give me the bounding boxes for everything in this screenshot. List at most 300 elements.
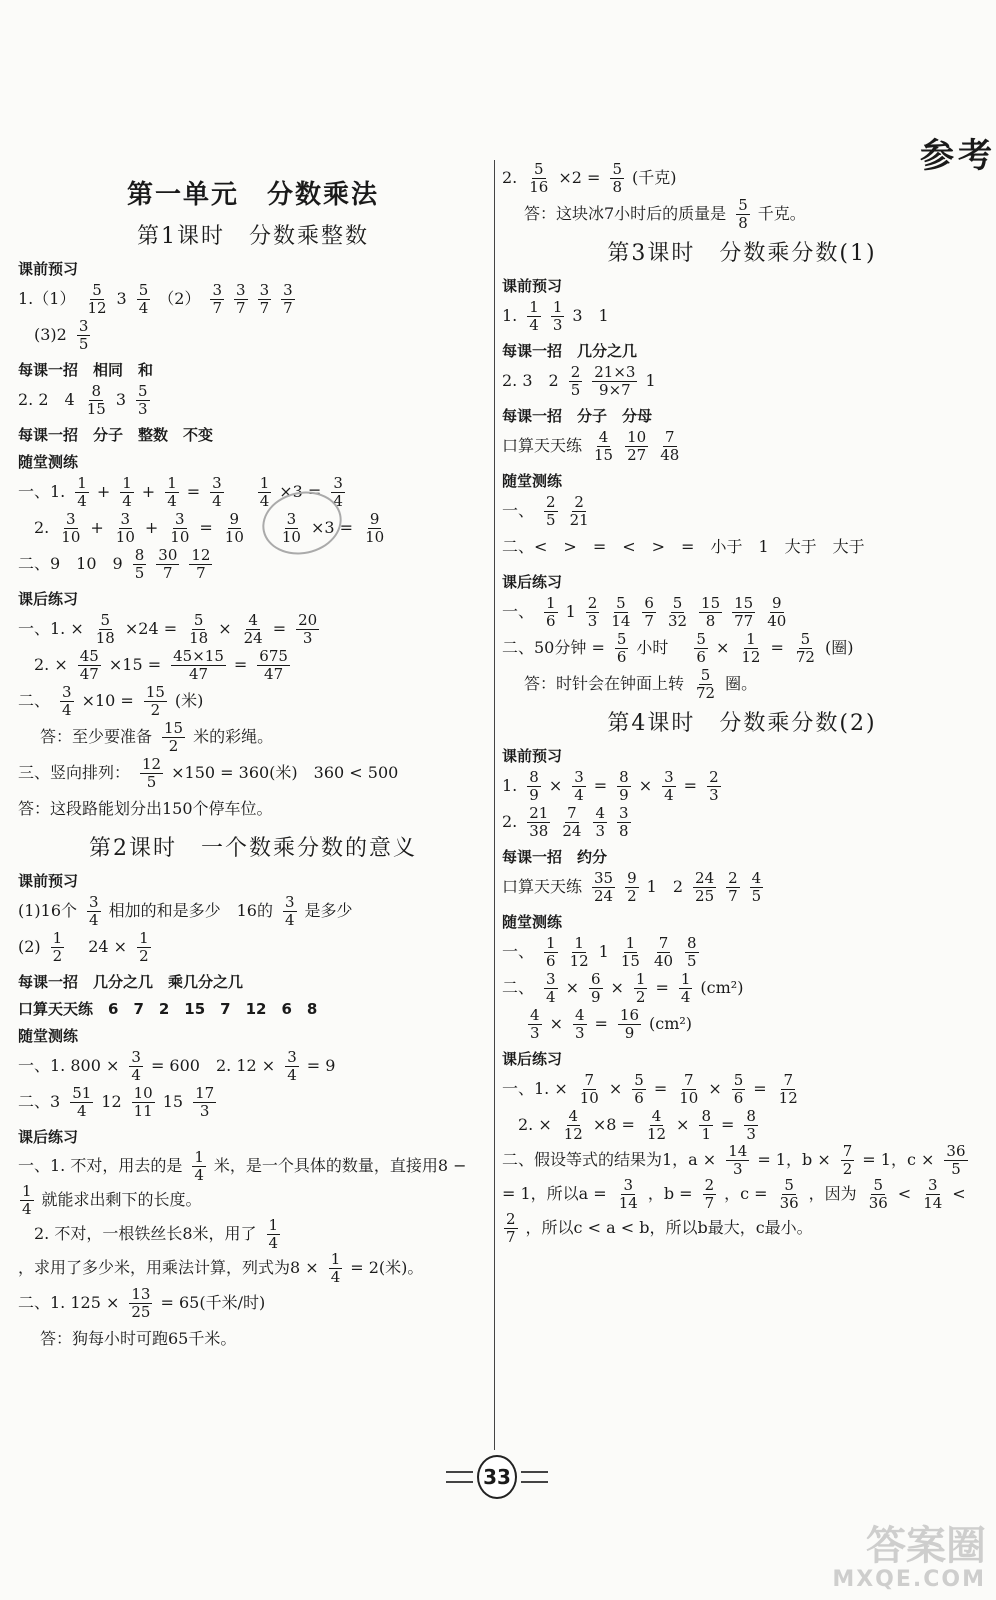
- fraction-denominator: 47: [264, 664, 284, 683]
- fraction: [944, 1143, 967, 1177]
- fraction-denominator: 6: [696, 647, 706, 666]
- answer-line: [18, 510, 488, 546]
- fraction: [777, 1072, 800, 1106]
- fraction-numerator: 8: [134, 546, 145, 564]
- answer-text: ×: [565, 978, 579, 997]
- fraction-numerator: 5: [534, 160, 544, 178]
- fraction-denominator: 4: [122, 491, 132, 510]
- fraction-numerator: 17: [195, 1084, 215, 1102]
- answer-line: [18, 719, 488, 755]
- fraction: [162, 720, 185, 754]
- watermark-main: 答案圈: [866, 1522, 986, 1569]
- fraction-numerator: 4: [574, 1006, 585, 1024]
- section-heading: 课前预习: [18, 260, 79, 278]
- fraction-numerator: 2: [709, 768, 719, 786]
- fraction-denominator: 4: [89, 910, 99, 929]
- fraction-denominator: 10: [224, 527, 244, 546]
- fraction-denominator: 7: [704, 1193, 715, 1212]
- answer-text: [502, 1006, 518, 1042]
- answer-line: [18, 755, 488, 791]
- lesson-title: 第4课时 分数乘分数(2): [607, 711, 877, 736]
- section-heading: 口算天天练 6 7 2 15 7 12 6 8: [18, 1000, 318, 1018]
- fraction-numerator: 8: [91, 382, 102, 400]
- fraction-denominator: 6: [546, 611, 556, 630]
- fraction: [794, 631, 817, 665]
- fraction-denominator: 7: [163, 563, 173, 582]
- fraction-denominator: 2: [627, 886, 637, 905]
- answer-text: = 2(米)。: [350, 1258, 424, 1277]
- fraction: [707, 769, 721, 803]
- answer-text: ，所以c < a < b，所以b最大，c最小。: [525, 1218, 813, 1237]
- fraction-denominator: 38: [529, 821, 549, 840]
- section-heading: 每课一招 分子 分母: [502, 407, 653, 425]
- fraction-denominator: 7: [236, 298, 246, 317]
- answer-line: [502, 666, 982, 702]
- answer-line: [18, 611, 488, 647]
- section-heading: 课前预习: [18, 872, 79, 890]
- fraction-denominator: 2: [52, 946, 63, 965]
- fraction-denominator: 3: [574, 1023, 585, 1042]
- answer-text: ×: [708, 1079, 722, 1098]
- answer-text: =: [683, 776, 698, 795]
- fraction: [171, 648, 226, 682]
- fraction-denominator: 18: [189, 628, 209, 647]
- answer-text: (2): [18, 937, 41, 956]
- answer-text: （2）: [158, 289, 201, 308]
- answer-line: [502, 804, 982, 840]
- answer-text: 小时: [636, 638, 685, 657]
- fraction: [750, 870, 764, 904]
- fraction-denominator: 14: [611, 611, 631, 630]
- fraction: [363, 511, 386, 545]
- answer-text: 答：这段路能划分出150个停车位。: [18, 799, 273, 818]
- fraction-numerator: 5: [616, 594, 626, 612]
- fraction-numerator: 8: [529, 768, 539, 786]
- answer-text: 2. ×: [502, 1115, 552, 1134]
- fraction-denominator: 15: [86, 399, 106, 418]
- answer-text: 二、假设等式的结果为1，a ×: [502, 1150, 717, 1169]
- fraction-numerator: 1: [529, 298, 539, 316]
- answer-text: =: [233, 655, 248, 674]
- answer-text: +: [96, 482, 111, 501]
- answer-line: [502, 493, 982, 529]
- answer-line: [502, 768, 982, 804]
- fraction-numerator: 1: [746, 630, 756, 648]
- fraction-numerator: 9: [229, 510, 240, 528]
- section-heading: 每课一招 分子 整数 不变: [18, 426, 214, 444]
- fraction-numerator: 35: [594, 869, 614, 887]
- answer-line: [18, 281, 488, 317]
- fraction-denominator: 9×7: [599, 380, 631, 399]
- fraction-denominator: 4: [287, 1065, 297, 1084]
- answer-text: (cm²): [649, 1014, 693, 1033]
- fraction-denominator: 15: [620, 951, 640, 970]
- fraction: [617, 769, 631, 803]
- fraction-denominator: 4: [131, 1065, 141, 1084]
- fraction-numerator: 8: [687, 934, 697, 952]
- fraction-denominator: 4: [138, 298, 149, 317]
- fraction-numerator: 10: [133, 1084, 153, 1102]
- answer-text: 一、: [502, 942, 535, 961]
- answer-text: ，c =: [724, 1184, 768, 1203]
- fraction: [136, 383, 150, 417]
- answer-text: ×15 =: [108, 655, 162, 674]
- fraction-numerator: 13: [131, 1285, 151, 1303]
- fraction: [87, 894, 101, 928]
- answer-text: 3: [115, 390, 126, 409]
- fraction: [527, 805, 550, 839]
- fraction-denominator: 4: [167, 491, 177, 510]
- answer-line: [18, 1285, 488, 1321]
- answer-text: ×24 =: [124, 619, 178, 638]
- fraction-denominator: 10: [61, 527, 81, 546]
- fraction-numerator: 3: [62, 683, 72, 701]
- section-heading: 随堂测练: [502, 913, 563, 931]
- fraction: [137, 930, 151, 964]
- fraction-numerator: 3: [78, 317, 89, 335]
- fraction-denominator: 3: [138, 399, 148, 418]
- fraction-numerator: 9: [627, 869, 637, 887]
- lesson-title: 第3课时 分数乘分数(1): [607, 241, 877, 266]
- answer-text: ×: [638, 776, 653, 795]
- answer-text: ，b =: [647, 1184, 693, 1203]
- fraction-numerator: 15: [734, 594, 754, 612]
- fraction: [578, 1072, 601, 1106]
- unit-title: 第一单元 分数乘法: [126, 180, 379, 210]
- fraction: [679, 971, 693, 1005]
- section-heading: 每课一招 几分之几: [502, 342, 638, 360]
- lesson-title: 第2课时 一个数乘分数的意义: [89, 836, 417, 861]
- answer-text: ×: [549, 1014, 563, 1033]
- fraction-denominator: 18: [95, 628, 115, 647]
- fraction-denominator: 4: [664, 785, 674, 804]
- fraction: [592, 870, 615, 904]
- answer-text: = 1，所以a =: [502, 1184, 607, 1203]
- fraction: [867, 1177, 890, 1211]
- answer-text: 答：这块冰7小时后的质量是: [524, 204, 727, 223]
- fraction-denominator: 32: [667, 611, 688, 630]
- fraction-denominator: 21: [569, 510, 589, 529]
- fraction: [129, 1286, 152, 1320]
- fraction-numerator: 5: [193, 611, 204, 629]
- fraction-denominator: 7: [196, 563, 206, 582]
- fraction: [120, 475, 134, 509]
- fraction-numerator: 3: [236, 281, 246, 299]
- fraction-numerator: 3: [175, 510, 185, 528]
- answer-line: [502, 363, 982, 399]
- fraction-numerator: 3: [623, 1176, 634, 1194]
- fraction-numerator: 6: [644, 594, 654, 612]
- fraction-denominator: 24: [594, 886, 614, 905]
- answer-text: ×: [218, 619, 232, 638]
- fraction: [726, 1143, 749, 1177]
- fraction-denominator: 4: [680, 987, 691, 1006]
- fraction-numerator: 10: [627, 428, 647, 446]
- fraction-numerator: 4: [751, 869, 762, 887]
- answer-line: [502, 529, 982, 565]
- fraction: [619, 935, 642, 969]
- answer-text: 15: [162, 1092, 184, 1111]
- fraction: [137, 282, 151, 316]
- answer-text: 一、: [502, 501, 535, 520]
- answer-text: 1 2: [646, 877, 684, 896]
- fraction-numerator: 5: [700, 666, 711, 684]
- fraction-denominator: 5: [134, 563, 145, 582]
- answer-text: =: [594, 1014, 608, 1033]
- answer-line: [502, 869, 982, 905]
- fraction: [666, 595, 689, 629]
- fraction: [593, 805, 607, 839]
- fraction-numerator: 5: [616, 630, 627, 648]
- fraction-denominator: 3: [595, 821, 605, 840]
- fraction-denominator: 8: [612, 177, 622, 196]
- fraction-numerator: 5: [634, 1071, 644, 1089]
- fraction: [572, 769, 586, 803]
- answer-text: =: [593, 776, 608, 795]
- reference-answer-corner-title: 参考: [920, 136, 996, 176]
- fraction-denominator: 4: [212, 491, 222, 510]
- fraction-numerator: 9: [369, 510, 380, 528]
- fraction: [187, 612, 210, 646]
- answer-text: =: [655, 978, 669, 997]
- fraction-denominator: 12: [569, 951, 589, 970]
- answer-text: [232, 474, 248, 510]
- fraction-numerator: 8: [619, 768, 629, 786]
- fraction-numerator: 5: [138, 382, 148, 400]
- fraction-numerator: 20: [298, 611, 318, 629]
- fraction-denominator: 5: [546, 510, 556, 529]
- fraction: [592, 364, 637, 398]
- fraction-numerator: 4: [530, 1006, 540, 1024]
- fraction-numerator: 9: [771, 594, 782, 612]
- fraction-numerator: 4: [595, 804, 605, 822]
- fraction: [736, 197, 750, 231]
- fraction: [192, 1149, 206, 1183]
- fraction: [258, 475, 272, 509]
- fraction: [699, 1108, 713, 1142]
- fraction-denominator: 7: [644, 611, 654, 630]
- fraction-denominator: 4: [259, 491, 270, 510]
- fraction-denominator: 12: [741, 647, 761, 666]
- answer-text: 12: [101, 1092, 122, 1111]
- fraction-denominator: 5: [570, 380, 581, 399]
- answer-line: [18, 474, 488, 510]
- fraction-denominator: 27: [627, 445, 647, 464]
- fraction-denominator: 12: [87, 298, 107, 317]
- fraction-numerator: 3: [283, 281, 293, 299]
- answer-line: [502, 1006, 982, 1042]
- answer-line: [502, 934, 982, 970]
- answer-text: <: [897, 1184, 912, 1203]
- fraction-denominator: 3: [709, 785, 719, 804]
- fraction-denominator: 2: [139, 946, 149, 965]
- fraction-numerator: 3: [212, 474, 222, 492]
- fraction-denominator: 11: [133, 1101, 153, 1120]
- fraction: [296, 612, 319, 646]
- ornament-left-icon: [446, 1471, 473, 1483]
- answer-line: [502, 298, 982, 334]
- answer-line: [502, 970, 982, 1006]
- fraction: [20, 1183, 34, 1217]
- fraction-denominator: 40: [653, 951, 674, 970]
- fraction-numerator: 4: [651, 1107, 662, 1125]
- fraction: [573, 1007, 587, 1041]
- fraction: [528, 1007, 542, 1041]
- fraction-numerator: 7: [842, 1142, 853, 1160]
- fraction-numerator: 8: [701, 1107, 711, 1125]
- fraction: [634, 971, 648, 1005]
- fraction: [551, 299, 565, 333]
- fraction-denominator: 4: [574, 785, 584, 804]
- answer-line: [18, 929, 488, 965]
- left-column-body: [18, 219, 488, 1357]
- fraction: [610, 161, 624, 195]
- fraction: [569, 364, 583, 398]
- answer-text: = 1，b ×: [757, 1150, 831, 1169]
- fraction: [165, 475, 179, 509]
- answer-text: 2. 3 2: [502, 371, 559, 390]
- fraction: [693, 870, 716, 904]
- answer-line: [502, 160, 982, 196]
- fraction-denominator: 14: [618, 1193, 638, 1212]
- fraction-numerator: 2: [574, 493, 584, 511]
- answer-text: ×2 =: [558, 168, 601, 187]
- fraction-numerator: 14: [728, 1142, 748, 1160]
- answer-text: 一、1. ×: [502, 1079, 568, 1098]
- left-column: [18, 160, 488, 1357]
- answer-line: [18, 546, 488, 582]
- section-heading: 课后练习: [18, 590, 79, 608]
- section-heading: 课前预习: [502, 277, 563, 295]
- fraction-denominator: 10: [281, 527, 301, 546]
- fraction: [642, 595, 656, 629]
- fraction: [234, 282, 248, 316]
- column-divider: [494, 160, 495, 1450]
- answer-line: [18, 1149, 488, 1217]
- fraction-numerator: 36: [946, 1142, 966, 1160]
- fraction: [694, 631, 708, 665]
- answer-text: 口算天天练: [502, 877, 583, 896]
- fraction-numerator: 5: [672, 594, 683, 612]
- fraction-denominator: 2: [150, 700, 161, 719]
- answer-text: 二、9 10 9: [18, 554, 123, 573]
- fraction-denominator: 9: [624, 1023, 635, 1042]
- fraction-denominator: 72: [696, 683, 716, 702]
- answer-line: [502, 1143, 982, 1245]
- fraction-denominator: 5: [951, 1159, 961, 1178]
- fraction: [51, 930, 65, 964]
- fraction-numerator: 3: [120, 510, 131, 528]
- fraction-denominator: 3: [732, 1159, 743, 1178]
- fraction-denominator: 77: [734, 611, 754, 630]
- fraction-numerator: 1: [167, 474, 177, 492]
- answer-text: =: [272, 619, 287, 638]
- fraction-numerator: 1: [635, 970, 646, 988]
- fraction-denominator: 4: [529, 315, 539, 334]
- fraction-denominator: 47: [79, 664, 99, 683]
- fraction-numerator: 3: [89, 893, 99, 911]
- fraction: [527, 161, 550, 195]
- answer-text: (cm²): [700, 978, 744, 997]
- fraction: [60, 684, 74, 718]
- section-heading: 随堂测练: [18, 453, 79, 471]
- fraction-numerator: 5: [696, 630, 706, 648]
- fraction: [527, 769, 541, 803]
- section-heading: 每课一招 相同 和: [18, 361, 154, 379]
- fraction-denominator: 6: [616, 647, 627, 666]
- fraction: [85, 282, 108, 316]
- fraction-numerator: 21: [529, 804, 549, 822]
- fraction-numerator: 1: [52, 929, 63, 947]
- fraction-denominator: 12: [563, 1124, 583, 1143]
- fraction-numerator: 7: [683, 1071, 694, 1089]
- answer-text: 二、1. 125 ×: [18, 1293, 120, 1312]
- fraction: [632, 1072, 646, 1106]
- answer-text: 2.: [18, 518, 50, 537]
- fraction: [133, 547, 147, 581]
- answer-text: 是多少: [304, 901, 353, 920]
- fraction: [744, 1108, 758, 1142]
- fraction-denominator: 7: [506, 1227, 516, 1246]
- answer-text: +: [144, 518, 159, 537]
- answer-text: ，求用了多少米，用乘法计算，列式为8 ×: [18, 1258, 319, 1277]
- answer-text: ，因为: [808, 1184, 857, 1203]
- fraction: [592, 429, 615, 463]
- fraction-numerator: 1: [552, 298, 563, 316]
- fraction: [841, 1143, 855, 1177]
- fraction-denominator: 24: [562, 821, 582, 840]
- answer-text: 二、: [18, 691, 51, 710]
- fraction-numerator: 3: [619, 804, 629, 822]
- answer-line: [18, 791, 488, 827]
- answer-text: ×150 = 360(米) 360 < 500: [171, 763, 399, 782]
- fraction-denominator: 24: [243, 628, 263, 647]
- answer-text: ×3 =: [310, 518, 354, 537]
- fraction-numerator: 8: [746, 1107, 756, 1125]
- fraction: [560, 805, 583, 839]
- fraction-denominator: 8: [619, 821, 629, 840]
- fraction-numerator: 21×3: [594, 363, 636, 381]
- fraction-numerator: 1: [194, 1148, 204, 1166]
- fraction-denominator: 4: [62, 700, 72, 719]
- answer-text: =: [720, 1115, 735, 1134]
- ornament-right-icon: [521, 1471, 548, 1483]
- fraction: [609, 595, 632, 629]
- fraction-numerator: 1: [680, 970, 691, 988]
- answer-text: 就能求出剩下的长度。: [41, 1190, 202, 1209]
- fraction: [921, 1177, 944, 1211]
- fraction-denominator: 3: [530, 1023, 540, 1042]
- fraction-numerator: 5: [800, 630, 811, 648]
- fraction-numerator: 1: [268, 1216, 279, 1234]
- fraction: [544, 494, 558, 528]
- fraction-denominator: 14: [923, 1193, 943, 1212]
- fraction: [85, 383, 108, 417]
- answer-line: [502, 428, 982, 464]
- fraction: [140, 756, 163, 790]
- fraction-denominator: 25: [695, 886, 715, 905]
- fraction-denominator: 3: [302, 628, 313, 647]
- fraction: [568, 494, 591, 528]
- fraction: [75, 475, 89, 509]
- answer-text: =: [199, 518, 213, 537]
- fraction-denominator: 4: [333, 491, 343, 510]
- fraction-denominator: 9: [529, 785, 539, 804]
- fraction-denominator: 5: [751, 886, 762, 905]
- fraction-numerator: 7: [664, 428, 675, 446]
- fraction-numerator: 3: [664, 768, 674, 786]
- fraction-denominator: 5: [146, 772, 157, 791]
